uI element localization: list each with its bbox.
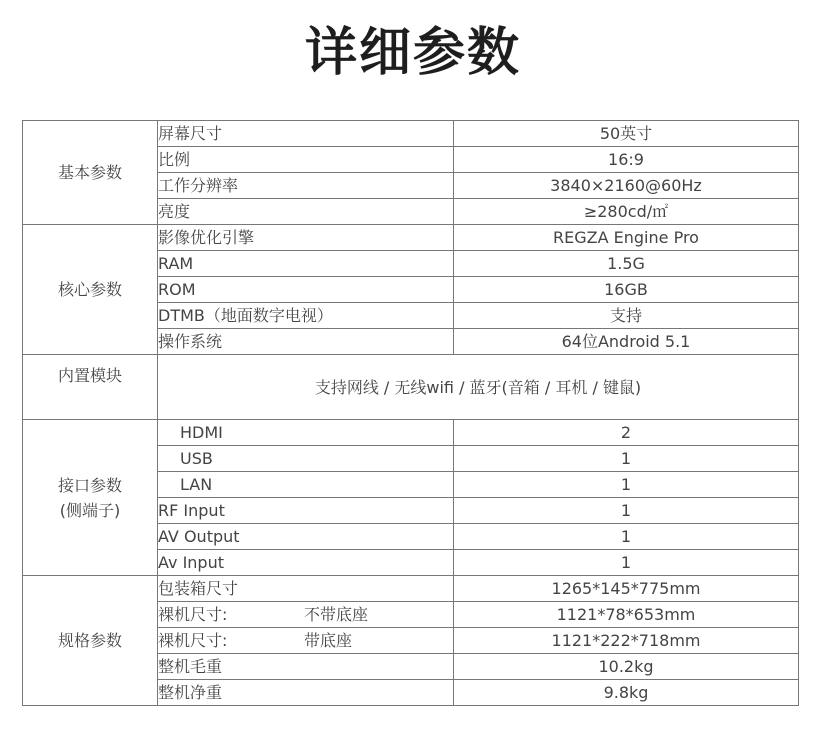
row-sublabel: 带底座 <box>304 631 353 650</box>
row-label-pair <box>158 602 454 628</box>
row-label: 屏幕尺寸 <box>158 121 454 147</box>
group-ports-line2: (侧端子) <box>59 500 121 520</box>
table-row <box>23 576 799 602</box>
row-value: 64位Android 5.1 <box>454 329 799 355</box>
row-label: 裸机尺寸: <box>158 631 228 650</box>
row-value: 1.5G <box>454 251 799 277</box>
table-row <box>23 121 799 147</box>
row-value: 16:9 <box>454 147 799 173</box>
row-value: REGZA Engine Pro <box>454 225 799 251</box>
table-row <box>23 225 799 251</box>
row-value: 1121*78*653mm <box>454 602 799 628</box>
row-label: 裸机尺寸: <box>158 605 228 624</box>
group-ports <box>23 420 158 576</box>
row-value: 1 <box>454 524 799 550</box>
row-label: Av Input <box>158 550 454 576</box>
row-value: 1121*222*718mm <box>454 628 799 654</box>
group-ports-line1: 接口参数 <box>57 475 122 495</box>
group-basic: 基本参数 <box>23 121 158 225</box>
row-value: ≥280cd/㎡ <box>454 199 799 225</box>
row-sublabel: 不带底座 <box>304 605 369 624</box>
row-label: RAM <box>158 251 454 277</box>
row-label-pair <box>158 628 454 654</box>
module-value: 支持网线 / 无线wifi / 蓝牙(音箱 / 耳机 / 键鼠) <box>158 355 799 420</box>
page-title: 详细参数 <box>304 23 521 83</box>
row-label: 整机毛重 <box>158 654 454 680</box>
row-label: 比例 <box>158 147 454 173</box>
row-label: AV Output <box>158 524 454 550</box>
row-label: USB <box>158 446 454 472</box>
row-value: 50英寸 <box>454 121 799 147</box>
group-module: 内置模块 <box>23 355 158 420</box>
row-label: ROM <box>158 277 454 303</box>
row-label: 亮度 <box>158 199 454 225</box>
row-label: 整机净重 <box>158 680 454 706</box>
row-label: LAN <box>158 472 454 498</box>
row-value: 3840×2160@60Hz <box>454 173 799 199</box>
row-label: 操作系统 <box>158 329 454 355</box>
row-value: 2 <box>454 420 799 446</box>
row-value: 1 <box>454 446 799 472</box>
spec-table <box>22 120 799 706</box>
row-value: 9.8kg <box>454 680 799 706</box>
group-specs: 规格参数 <box>23 576 158 706</box>
row-value: 1 <box>454 550 799 576</box>
table-row <box>23 355 799 420</box>
row-label: 影像优化引擎 <box>158 225 454 251</box>
row-label: DTMB（地面数字电视） <box>158 303 454 329</box>
row-value: 1265*145*775mm <box>454 576 799 602</box>
table-row <box>23 420 799 446</box>
row-label: 工作分辨率 <box>158 173 454 199</box>
row-label: RF Input <box>158 498 454 524</box>
row-value: 1 <box>454 498 799 524</box>
row-label: HDMI <box>158 420 454 446</box>
row-value: 1 <box>454 472 799 498</box>
row-value: 支持 <box>454 303 799 329</box>
group-core: 核心参数 <box>23 225 158 355</box>
row-value: 10.2kg <box>454 654 799 680</box>
row-value: 16GB <box>454 277 799 303</box>
row-label: 包装箱尺寸 <box>158 576 454 602</box>
